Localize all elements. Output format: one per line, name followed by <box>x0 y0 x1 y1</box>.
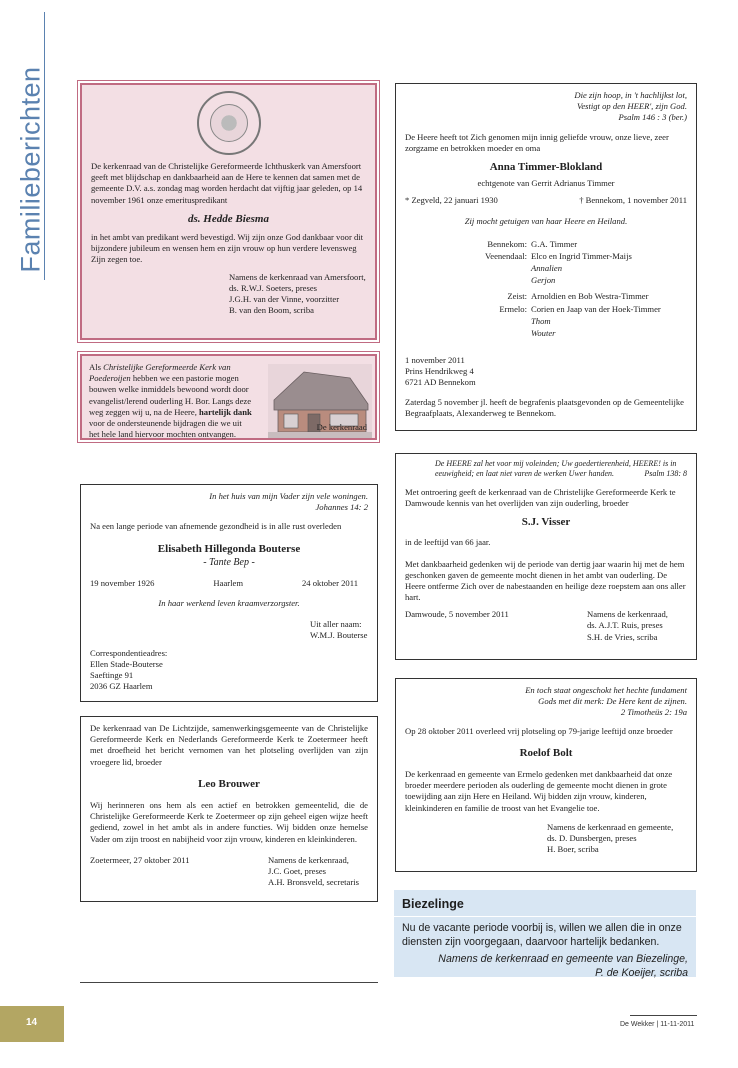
life-dates: 19 november 1926 Haarlem 24 oktober 2011 <box>90 577 358 588</box>
divider <box>394 916 696 917</box>
bible-verse: En toch staat ongeschokt het hechte fundament Gods met dit merk: De Here kent de zijnen. 2 Timotheüs 2: 19a <box>525 685 687 718</box>
obituary-bouterse <box>80 484 378 702</box>
life-dates: * Zegveld, 22 januari 1930 † Bennekom, 1 november 2011 <box>405 195 687 206</box>
person-name: Anna Timmer-Blokland <box>489 160 603 173</box>
announcement-intro: De kerkenraad van de Christelijke Gereformeerde Ichthuskerk van Amersfoort geeft met blijdschap en dankbaarheid aan de Here te kennen dat samen met de gemeente D.V. a.s. zondag mag worden herdacht dat vijftig jaar geleden, op 14 november 1961 onze emerituspredikant <box>91 161 363 205</box>
closing: Zoetermeer, 27 oktober 2011 Namens de kerkenraad, J.C. Goet, preses A.H. Bronsveld, secretaris <box>90 854 359 888</box>
obituary-intro: Met ontroering geeft de kerkenraad van de Christelijke Gereformeerde Kerk te Damwoude kennis van het overlijden van zijn ouderling, broeder <box>405 486 676 508</box>
obituary-visser <box>395 453 697 660</box>
footer-publication: De Wekker | 11-11-2011 <box>620 1021 695 1028</box>
bible-verse: In het huis van mijn Vader zijn vele woningen. Johannes 14: 2 <box>209 491 368 513</box>
person-name: ds. Hedde Biesma <box>188 212 269 225</box>
nickname: - Tante Bep - <box>203 556 255 568</box>
person-name: Leo Brouwer <box>198 777 260 790</box>
section-title: Familieberichten <box>15 66 46 273</box>
spouse-line: echtgenote van Gerrit Adrianus Timmer <box>477 178 615 189</box>
funeral-notice: Zaterdag 5 november jl. heeft de begrafenis plaatsgevonden op de Gemeentelijke Begraafplaats, Alexanderweg te Bennekom. <box>405 396 684 418</box>
age-line: in de leeftijd van 66 jaar. <box>405 537 491 548</box>
notice-body: Nu de vacante periode voorbij is, willen we allen die in onze diensten zijn voorgegaan, daarvoor hartelijk bedanken. <box>402 922 682 949</box>
bible-verse: De HEERE zal het voor mij voleinden; Uw goedertierenheid, HEERE! is in eeuwigheid; en laat niet varen de werken Uwer handen. Psalm 138: 8 <box>435 459 687 479</box>
address-block: 1 november 2011 Prins Hendrikweg 4 6721 AD Bennekom <box>405 355 476 388</box>
bible-verse: Die zijn hoop, in 't hachlijkst lot, Vestigt op den HEER', zijn God. Psalm 146 : 3 (ber.) <box>574 90 687 123</box>
obituary-leo-brouwer <box>80 716 378 902</box>
thanks-text: Als Christelijke Gereformeerde Kerk van Poederoijen hebben we een pastorie mogen bouwen welke inmiddels bewoond wordt door evangelist/lerend ouderling H. Bor. Langs deze weg zeggen wij u, na de Heere, hartelijk dank voor de ondersteunende bijdragen die we uit het hele land hiervoor mochten ontvangen. <box>89 362 252 440</box>
obituary-body: Wij herinneren ons hem als een actief en betrokken gemeentelid, die de Christelijke Gereformeerde Kerk te Zoetermeer op zijn geheel eigen wijze heeft gediend, zowel in het ambt als in andere functies. Wij bidden onze hemelse Vader om zijn troost en nabijheid voor zijn vrouw, kinderen en kleinkinderen. <box>90 799 368 844</box>
page-number: 14 <box>0 1006 64 1042</box>
obituary-body: De kerkenraad en gemeente van Ermelo gedenken met dankbaarheid dat onze broeder meerdere perioden als ouderling de gemeente mocht dienen in grote toewijding aan zijn Here en Heiland. Wij bidden zijn vrouw, kinderen, kleinkinderen en familie de troost van het Evangelie toe. <box>405 768 673 813</box>
occupation: In haar werkend leven kraamverzorgster. <box>158 597 300 608</box>
obituary-body: Met dankbaarheid gedenken wij de periode van dertig jaar waarin hij met de hem geschonken gaven de gemeente mocht dienen in het ambt van ouderling. De Heere ontferme Zich over de nabestaanden en heilige deze roepstem aan ons aller hart. <box>405 558 686 603</box>
signature-block: Namens de kerkenraad van Amersfoort, ds. R.W.J. Soeters, preses J.G.H. van der Vinne, voorzitter B. van den Boom, scriba <box>229 271 366 316</box>
closing: Damwoude, 5 november 2011 Namens de kerkenraad, ds. A.J.T. Ruis, preses S.H. de Vries, scriba <box>405 609 668 642</box>
obituary-intro: De kerkenraad van De Lichtzijde, samenwerkingsgemeente van de Christelijke Gereformeerde Kerk en Nederlands Gereformeerde Kerk te Zoetermeer heeft met droefheid het bericht vernomen van het plotseling overlijden van zijn vroegere lid, broeder <box>90 723 368 767</box>
column-rule-right <box>630 1015 697 1016</box>
person-name: S.J. Visser <box>521 516 571 529</box>
announcement-poederoijen <box>80 354 377 440</box>
signature-block: Namens de kerkenraad en gemeente van Biezelinge, P. de Koeijer, scriba <box>438 952 688 979</box>
signature-block: Namens de kerkenraad en gemeente, ds. D. Dunsbergen, preses H. Boer, scriba <box>547 821 674 855</box>
correspondence-address: Correspondentieadres: Ellen Stade-Bouterse Saeftinge 91 2036 GZ Haarlem <box>90 647 168 692</box>
signature-block: Uit aller naam: W.M.J. Bouterse <box>310 619 368 641</box>
column-rule-left <box>80 982 378 983</box>
family-list: Bennekom: G.A. Timmer Veenendaal: Elco en Ingrid Timmer-Maijs Annalien Gerjon Zeist: Arnoldien en Bob Westra-Timmer Ermelo: Corien en Jaap van der Hoek-Timmer Thom Wouter <box>485 238 661 338</box>
notice-biezelinge <box>394 890 696 977</box>
church-seal-icon <box>197 91 261 155</box>
person-name: Elisabeth Hillegonda Bouterse <box>157 542 301 555</box>
signature: De kerkenraad <box>316 421 367 432</box>
announcement-body: in het ambt van predikant werd bevestigd. Wij zijn onze God dankbaar voor dit bijzondere jubileum en wensen hem en zijn vrouw op hun verdere levensweg Zijn zegen toe. <box>91 231 364 265</box>
testimony: Zij mocht getuigen van haar Heere en Heiland. <box>464 215 628 226</box>
obituary-intro: Op 28 oktober 2011 overleed vrij plotseling op 79-jarige leeftijd onze broeder <box>405 725 673 736</box>
person-name: Roelof Bolt <box>519 746 573 759</box>
obituary-intro: De Heere heeft tot Zich genomen mijn innig geliefde vrouw, onze lieve, zeer zorgzame en betrokken moeder en oma <box>405 131 669 153</box>
obituary-anna-timmer-blokland <box>395 83 697 431</box>
obituary-roelof-bolt <box>395 678 697 872</box>
notice-title: Biezelinge <box>402 897 464 911</box>
announcement-hedde-biesma <box>80 83 377 340</box>
obituary-intro: Na een lange periode van afnemende gezondheid is in alle rust overleden <box>90 521 342 532</box>
